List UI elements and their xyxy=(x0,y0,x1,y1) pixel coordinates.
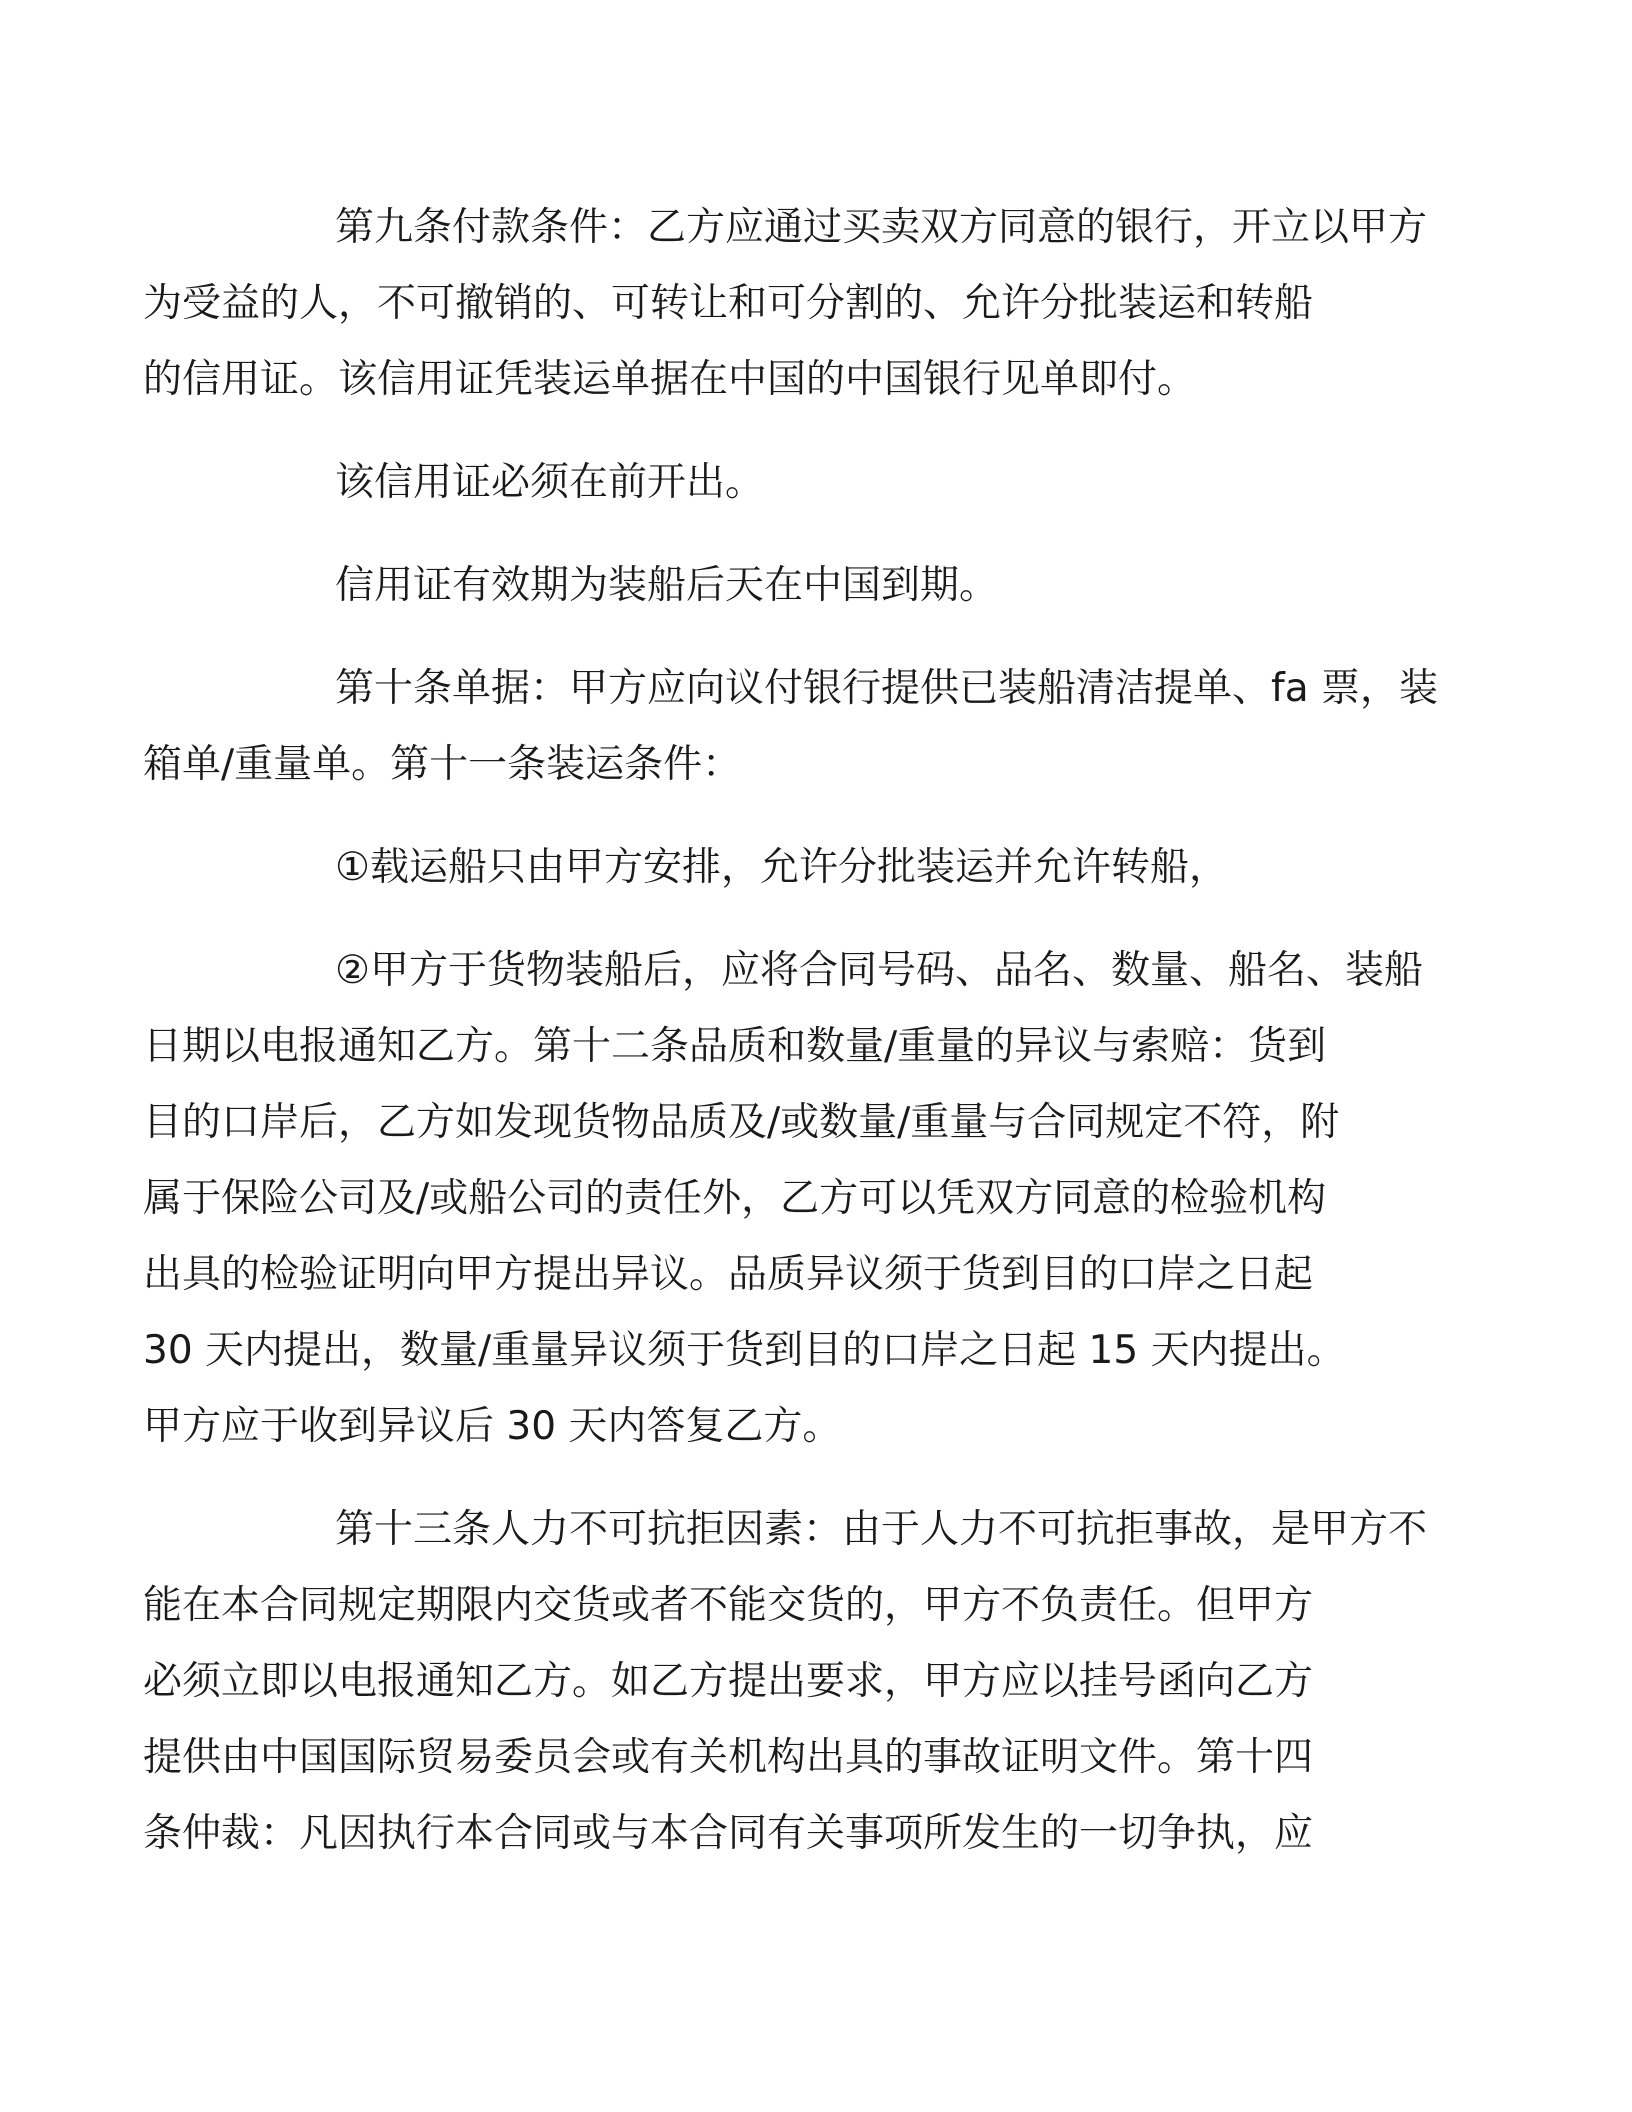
paragraph-lc-issue xyxy=(239,445,1389,521)
text-line: 出具的检验证明向甲方提出异议。品质异议须于货到目的口岸之日起 xyxy=(143,1252,1314,1297)
text-line: 日期以电报通知乙方。第十二条品质和数量/重量的异议与索赔：货到 xyxy=(143,1024,1327,1069)
text-line: 第十三条人力不可抗拒因素：由于人力不可抗拒事故，是甲方不 xyxy=(335,1507,1428,1552)
paragraph-force-majeure xyxy=(143,1492,1428,1872)
text-line: ②甲方于货物装船后，应将合同号码、品名、数量、船名、装船 xyxy=(335,948,1423,993)
text-line: 目的口岸后，乙方如发现货物品质及/或数量/重量与合同规定不符，附 xyxy=(143,1100,1340,1145)
text-line: 提供由中国国际贸易委员会或有关机构出具的事故证明文件。第十四 xyxy=(143,1735,1314,1780)
text-line: 第九条付款条件：乙方应通过买卖双方同意的银行，开立以甲方 xyxy=(335,205,1428,250)
text-line: 必须立即以电报通知乙方。如乙方提出要求，甲方应以挂号函向乙方 xyxy=(143,1659,1314,1704)
paragraph-payment-terms xyxy=(143,190,1428,418)
paragraph-shipment-2-claims xyxy=(143,933,1423,1465)
paragraph-lc-validity xyxy=(239,548,1389,624)
text-line: 属于保险公司及/或船公司的责任外，乙方可以凭双方同意的检验机构 xyxy=(143,1176,1327,1221)
text-line: 信用证有效期为装船后天在中国到期。 xyxy=(335,563,999,608)
text-line: 该信用证必须在前开出。 xyxy=(335,460,765,505)
text-line: 条仲裁：凡因执行本合同或与本合同有关事项所发生的一切争执，应 xyxy=(143,1811,1314,1856)
text-line: 甲方应于收到异议后 30 天内答复乙方。 xyxy=(143,1404,842,1449)
paragraph-shipment-1 xyxy=(239,830,1389,906)
text-line: 箱单/重量单。第十一条装运条件： xyxy=(143,742,742,787)
text-line: 为受益的人，不可撤销的、可转让和可分割的、允许分批装运和转船 xyxy=(143,281,1314,326)
text-line: 第十条单据：甲方应向议付银行提供已装船清洁提单、fa 票，装 xyxy=(335,666,1439,711)
paragraph-documents xyxy=(143,651,1439,803)
text-line: 30 天内提出，数量/重量异议须于货到目的口岸之日起 15 天内提出。 xyxy=(143,1328,1346,1373)
text-line: 能在本合同规定期限内交货或者不能交货的，甲方不负责任。但甲方 xyxy=(143,1583,1314,1628)
document-body xyxy=(143,190,1439,1899)
text-line: ①载运船只由甲方安排，允许分批装运并允许转船， xyxy=(335,845,1228,890)
text-line: 的信用证。该信用证凭装运单据在中国的中国银行见单即付。 xyxy=(143,357,1197,402)
